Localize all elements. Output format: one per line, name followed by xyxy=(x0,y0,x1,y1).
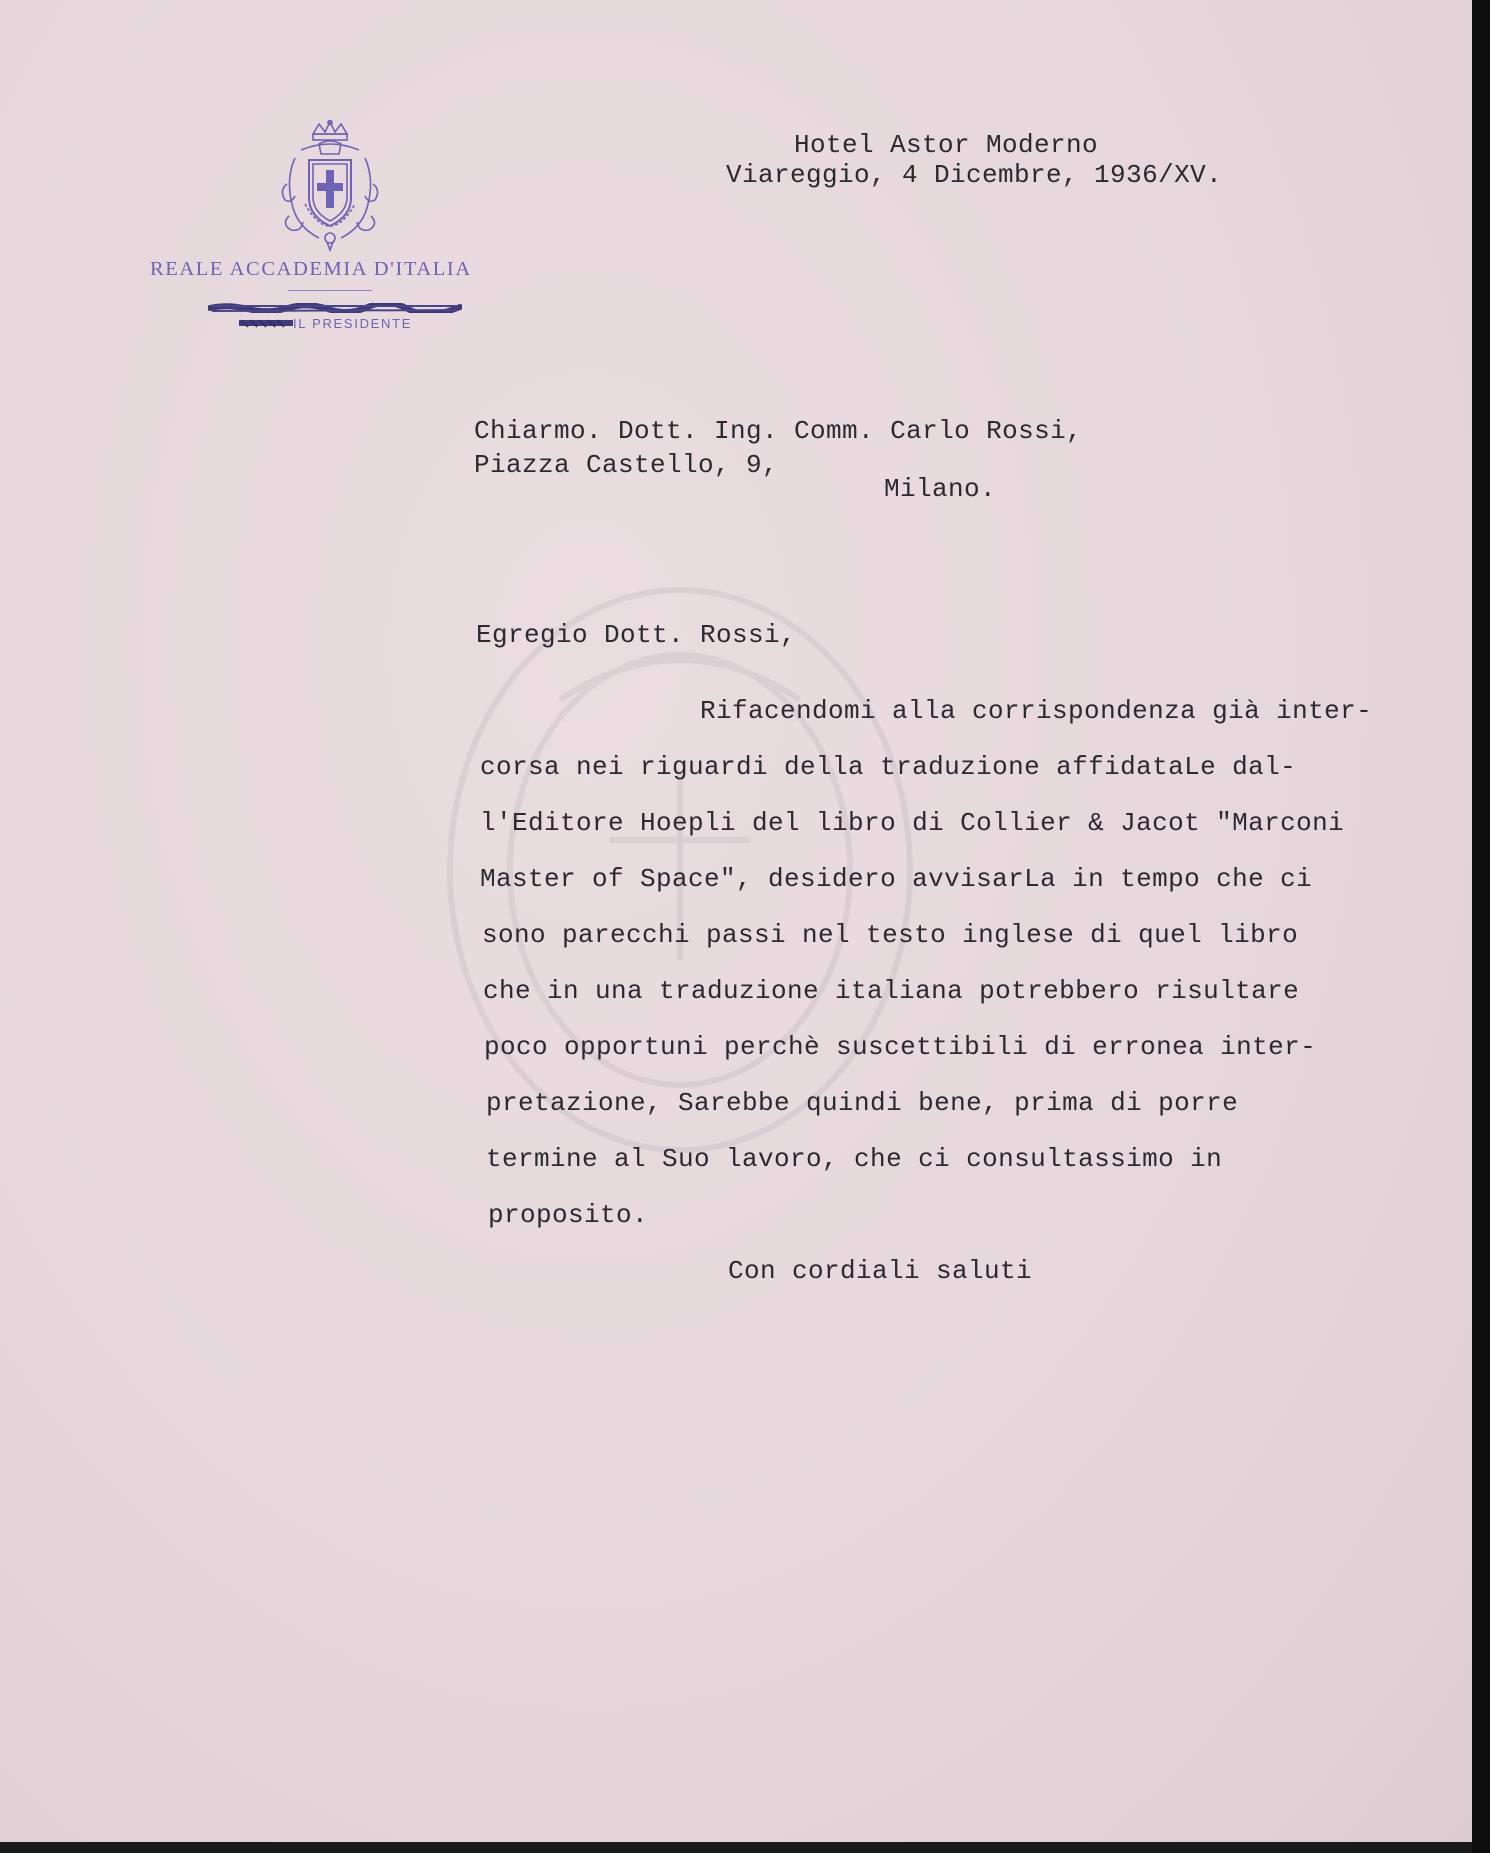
institution-name: REALE ACCADEMIA D'ITALIA xyxy=(150,258,472,280)
body-line: proposito. xyxy=(488,1200,649,1230)
salutation: Egregio Dott. Rossi, xyxy=(476,620,797,650)
closing: Con cordiali saluti xyxy=(728,1256,1033,1286)
body-line: Rifacendomi alla corrispondenza già inter- xyxy=(700,696,1373,726)
recipient-city: Milano. xyxy=(884,474,997,504)
recipient-street: Piazza Castello, 9, xyxy=(474,450,779,480)
struck-out-prefix-scribble xyxy=(238,319,294,328)
letterhead-divider xyxy=(288,290,372,291)
royal-crest-icon xyxy=(275,120,385,252)
body-line: corsa nei riguardi della traduzione affidataLe dal- xyxy=(480,752,1297,782)
body-line: poco opportuni perchè suscettibili di erronea inter- xyxy=(484,1032,1317,1062)
body-line: sono parecchi passi nel testo inglese di quel libro xyxy=(482,920,1299,950)
body-line: l'Editore Hoepli del libro di Collier & Jacot "Marconi xyxy=(480,808,1345,838)
struck-out-text-scribble xyxy=(208,303,462,313)
body-line: pretazione, Sarebbe quindi bene, prima di porre xyxy=(486,1088,1239,1118)
place-and-date: Viareggio, 4 Dicembre, 1936/XV. xyxy=(726,160,1223,190)
scan-border-right xyxy=(1472,0,1490,1853)
body-line: che in una traduzione italiana potrebbero risultare xyxy=(483,976,1300,1006)
body-line: Master of Space", desidero avvisarLa in tempo che ci xyxy=(480,864,1313,894)
scan-border-bottom xyxy=(0,1842,1472,1853)
hotel-name: Hotel Astor Moderno xyxy=(794,130,1099,160)
recipient-name: Chiarmo. Dott. Ing. Comm. Carlo Rossi, xyxy=(474,416,1083,446)
office-title: IL PRESIDENTE xyxy=(293,316,413,331)
body-line: termine al Suo lavoro, che ci consultassimo in xyxy=(486,1144,1223,1174)
